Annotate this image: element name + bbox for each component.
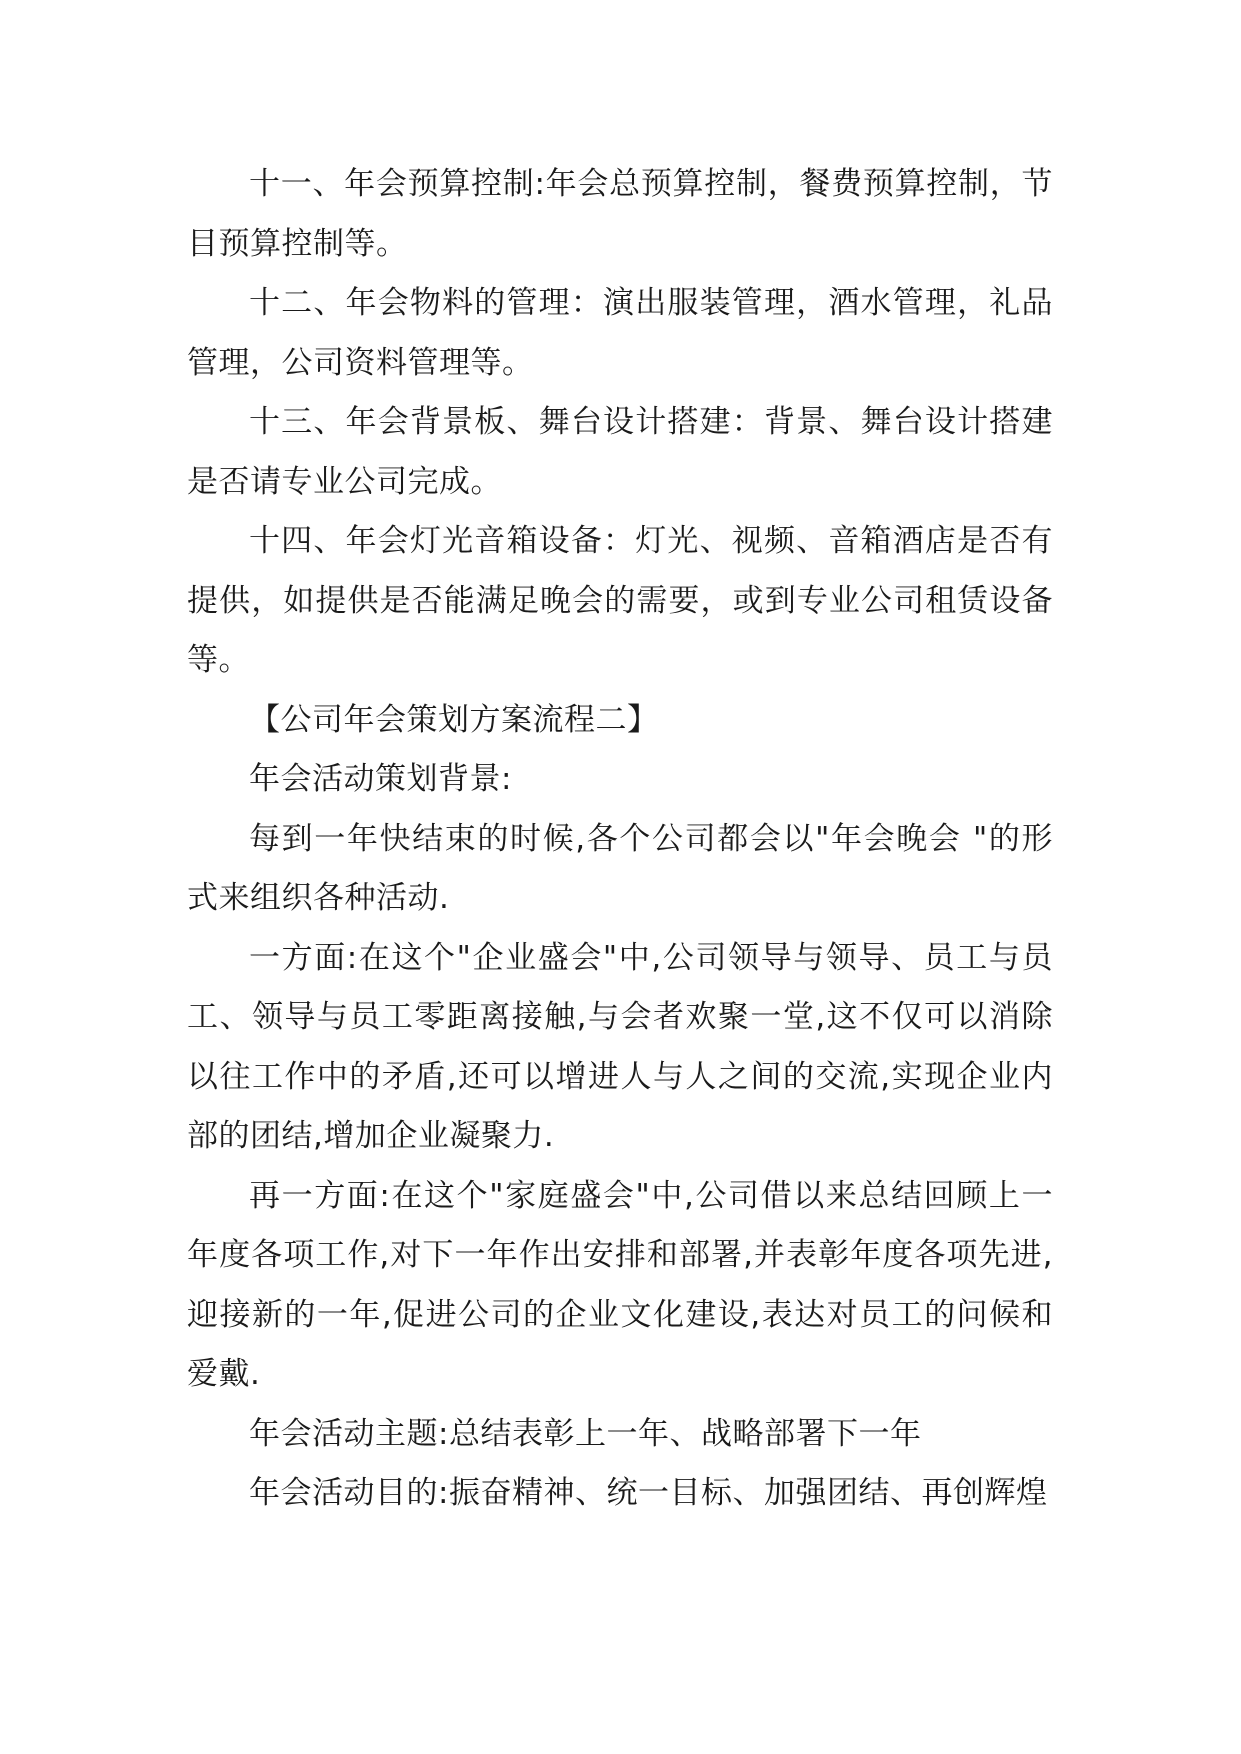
paragraph-budget-control: 十一、年会预算控制:年会总预算控制，餐费预算控制，节目预算控制等。 bbox=[187, 166, 1053, 262]
paragraph-first-aspect: 一方面:在这个"企业盛会"中,公司领导与领导、员工与员工、领导与员工零距离接触,与会者欢聚一堂,这不仅可以消除以往工作中的矛盾,还可以增进人与人之间的交流,实现企业内部的团结,增加企业凝聚力. bbox=[187, 939, 1053, 1154]
paragraph-theme: 年会活动主题:总结表彰上一年、战略部署下一年 bbox=[249, 1415, 922, 1452]
paragraph-lighting-sound: 十四、年会灯光音箱设备：灯光、视频、音箱酒店是否有提供，如提供是否能满足晚会的需要，或到专业公司租赁设备等。 bbox=[187, 523, 1053, 678]
paragraph-background-label: 年会活动策划背景: bbox=[249, 761, 512, 797]
paragraph-background: 每到一年快结束的时候,各个公司都会以"年会晚会 "的形式来组织各种活动. bbox=[187, 820, 1053, 916]
section-heading: 【公司年会策划方案流程二】 bbox=[249, 701, 659, 738]
paragraph-purpose: 年会活动目的:振奋精神、统一目标、加强团结、再创辉煌 bbox=[249, 1475, 1048, 1511]
paragraph-materials-management: 十二、年会物料的管理：演出服装管理，酒水管理，礼品管理，公司资料管理等。 bbox=[187, 285, 1053, 381]
paragraph-second-aspect: 再一方面:在这个"家庭盛会"中,公司借以来总结回顾上一年度各项工作,对下一年作出安排和部署,并表彰年度各项先进,迎接新的一年,促进公司的企业文化建设,表达对员工的问候和爱戴. bbox=[187, 1177, 1053, 1392]
paragraph-stage-design: 十三、年会背景板、舞台设计搭建：背景、舞台设计搭建是否请专业公司完成。 bbox=[187, 404, 1053, 500]
document-body bbox=[187, 155, 1053, 1524]
